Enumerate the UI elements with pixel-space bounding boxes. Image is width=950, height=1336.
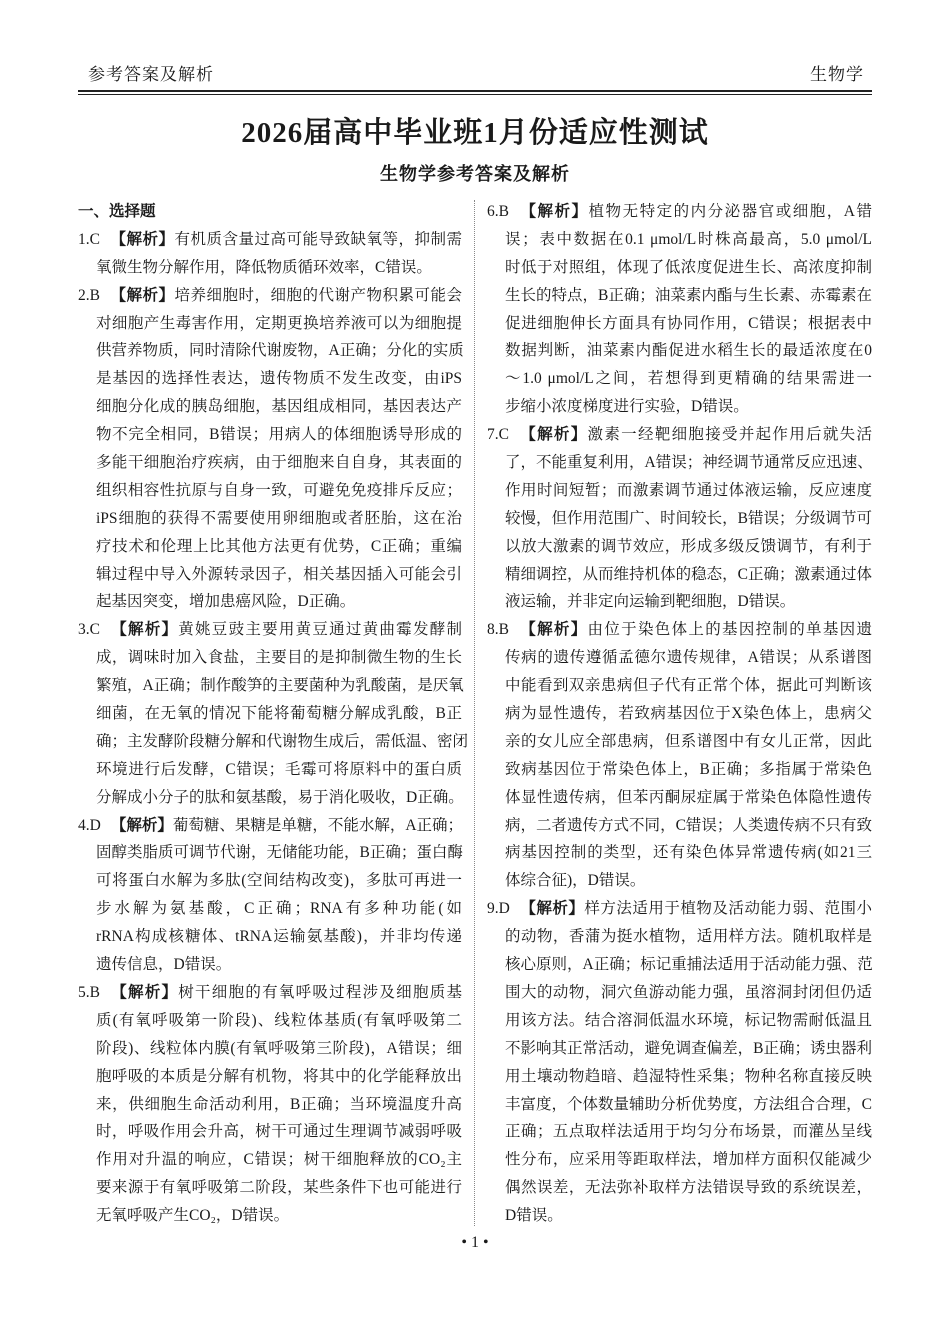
answer-line: 成，调味时加入食盐，主要目的是抑制微生物的生长	[96, 649, 462, 667]
answer-line: D错误。	[505, 1207, 563, 1225]
answer-line: 用该方法。结合溶洞低温水环境，标记物需耐低温且	[505, 1011, 872, 1029]
answer-line: 疗技术和伦理上比其他方法更有优势，C正确；重编	[96, 537, 462, 555]
answer-line: 性分布，应采用等距取样法，增加样方面积仅能减少	[505, 1151, 872, 1169]
answer-line: 可将蛋白水解为多肽(空间结构改变)，多肽可再进一	[96, 872, 462, 890]
analysis-tag: 【解析】	[110, 816, 173, 834]
answer-line: 是基因的选择性表达，遗传物质不发生改变，由iPS	[96, 370, 462, 388]
analysis-tag: 【解析】	[109, 286, 175, 304]
answer-line: 对细胞产生毒害作用，定期更换培养液可以为细胞提	[96, 314, 462, 332]
answer-line	[487, 616, 872, 644]
answer-line: 氧微生物分解作用，降低物质循环效率，C错误。	[96, 258, 432, 276]
header-rule-thin	[78, 94, 872, 95]
answer-line: 致病基因位于常染色体上，B正确；多指属于常染色	[505, 760, 872, 778]
answer-line: 确；主发酵阶段糖分解和代谢物生成后，需低温、密闭	[96, 732, 469, 750]
analysis-tag: 【解析】	[519, 900, 585, 918]
page-subtitle: 生物学参考答案及解析	[380, 164, 570, 184]
answer-line: 病基因控制的类型，还有染色体异常遗传病(如21三	[505, 844, 872, 862]
answer-number: 5.B	[78, 983, 100, 1001]
answer-line: 作用时间短暂；而激素调节通过体液运输，反应速度	[505, 481, 872, 499]
answer-line: 的动物，香蒲为挺水植物，适用样方法。随机取样是	[505, 928, 872, 946]
answer-line: 亲的女儿应全部患病，但系谱图中有女儿正常，因此	[505, 732, 872, 750]
answer-line: 细菌，在无氧的情况下能将葡萄糖分解成乳酸，B正	[96, 705, 462, 723]
answer-line	[487, 198, 872, 226]
answer-line: 起基因突变，增加患癌风险，D正确。	[96, 593, 356, 611]
answer-number: 3.C	[78, 621, 100, 639]
answer-line: 不影响其正常活动，避免调查偏差，B正确；诱虫器利	[505, 1039, 872, 1057]
answer-line: 要来源于有氧呼吸第二阶段，某些条件下也可能进行	[96, 1179, 462, 1197]
analysis-tag: 【解析】	[109, 983, 179, 1001]
answer-line: 传病的遗传遵循孟德尔遗传规律，A错误；从系谱图	[505, 649, 872, 667]
answer-item	[487, 198, 872, 421]
answer-line: 时，呼吸作用会升高，树干可通过生理调节减弱呼吸	[96, 1123, 462, 1141]
answer-line: 辑过程中导入外源转录因子，相关基因插入可能会引	[96, 565, 462, 583]
answer-number: 7.C	[487, 426, 509, 444]
analysis-tag: 【解析】	[518, 621, 588, 639]
answer-item	[78, 812, 462, 979]
answer-line: 丰富度，个体数量辅助分析优势度，方法组合合理，C	[505, 1095, 872, 1113]
answer-number: 9.D	[487, 900, 510, 918]
answer-line: 质(有氧呼吸第一阶段)、线粒体基质(有氧呼吸第二	[96, 1011, 462, 1029]
answer-line: 中能看到双亲患病但子代有正常个体，据此可判断该	[505, 677, 872, 695]
answer-line: rRNA构成核糖体、tRNA运输氨基酸)，并非均传递	[96, 928, 462, 946]
answer-number: 2.B	[78, 286, 100, 304]
answer-line: 多能干细胞治疗疾病，由于细胞来自自身，其表面的	[96, 454, 462, 472]
answer-number: 1.C	[78, 230, 100, 248]
analysis-tag: 【解析】	[518, 203, 589, 220]
answer-line	[78, 226, 462, 254]
right-column	[487, 198, 872, 1230]
answer-line	[487, 421, 872, 449]
answer-item	[487, 895, 872, 1230]
answer-line: 阶段)、线粒体内膜(有氧呼吸第三阶段)，A错误；细	[96, 1039, 462, 1057]
answer-line: 误；表中数据在0.1 μmol/L时株高最高，5.0 μmol/L	[505, 230, 872, 248]
answer-text: 树干细胞的有氧呼吸过程涉及细胞质基	[178, 983, 462, 1001]
answer-line: 液运输，并非定向运输到靶细胞，D错误。	[505, 593, 796, 611]
answer-line	[487, 895, 872, 923]
answer-line: 胞呼吸的本质是分解有机物，将其中的化学能释放出	[96, 1067, 462, 1085]
answer-line: iPS细胞的获得不需要使用卵细胞或者胚胎，这在治	[96, 509, 462, 527]
answer-line: 病，二者遗传方式不同，C错误；人类遗传病不只有致	[505, 816, 872, 834]
answer-line: 分解成小分子的肽和氨基酸，易于消化吸收，D正确。	[96, 788, 464, 806]
answer-text: 培养细胞时，细胞的代谢产物积累可能会	[174, 286, 462, 304]
answer-line: 步水解为氨基酸，C正确；RNA有多种功能(如	[96, 900, 462, 918]
answer-line	[78, 282, 462, 310]
answer-line: 来，供细胞生命活动利用，B正确；当环境温度升高	[96, 1095, 462, 1113]
header-subject: 生物学	[810, 65, 864, 84]
answer-item	[487, 421, 872, 616]
answer-line: ～1.0 μmol/L之间，若想得到更精确的结果需进一	[505, 370, 872, 388]
answer-line	[78, 979, 462, 1007]
answer-number: 6.B	[487, 203, 509, 220]
answer-item	[78, 616, 469, 811]
answer-line: 数据判断，油菜素内酯促进水稻生长的最适浓度在0	[505, 342, 872, 360]
answer-text: 由位于染色体上的基因控制的单基因遗	[587, 621, 872, 639]
answer-line: 环境进行后发酵，C错误；毛霉可将原料中的蛋白质	[96, 760, 462, 778]
answer-line: 繁殖，A正确；制作酸笋的主要菌种为乳酸菌，是厌氧	[96, 677, 464, 695]
section-heading: 一、选择题	[78, 203, 156, 220]
page-number: • 1 •	[461, 1234, 489, 1251]
answer-line: 病为显性遗传，若致病基因位于X染色体上，患病父	[505, 705, 872, 723]
header-rule	[78, 90, 872, 92]
answer-line: 以放大激素的调节效应，形成多级反馈调节，有利于	[505, 537, 872, 555]
answer-line: 步缩小浓度梯度进行实验，D错误。	[505, 398, 749, 416]
answer-line: 用土壤动物趋暗、趋湿特性采集；物种名称直接反映	[505, 1067, 872, 1085]
answer-text: 植物无特定的内分泌器官或细胞，A错	[588, 203, 872, 220]
answer-text: 黄姚豆豉主要用黄豆通过黄曲霉发酵制	[178, 621, 462, 639]
answer-line: 物不完全相同，B错误；用病人的体细胞诱导形成的	[96, 426, 462, 444]
analysis-tag: 【解析】	[109, 621, 179, 639]
answer-item	[78, 979, 462, 1230]
answer-line: 精细调控，从而维持机体的稳态，C正确；激素通过体	[505, 565, 872, 583]
answer-line: 偶然误差，无法弥补取样方法错误导致的系统误差，	[505, 1179, 872, 1197]
analysis-tag: 【解析】	[109, 230, 175, 248]
answer-line	[78, 812, 462, 840]
answer-number: 4.D	[78, 816, 101, 834]
answer-line: 时低于对照组，体现了低浓度促进生长、高浓度抑制	[505, 258, 872, 276]
answer-line: 固醇类脂质可调节代谢，无储能功能，B正确；蛋白酶	[96, 844, 463, 862]
answer-line: 围大的动物，洞穴鱼游动能力强，虽溶洞封闭但仍适	[505, 983, 872, 1001]
left-column	[78, 198, 469, 1230]
answer-line: 遗传信息，D错误。	[96, 956, 232, 974]
answer-text: 样方法适用于植物及活动能力弱、范围小	[584, 900, 872, 918]
page-title: 2026届高中毕业班1月份适应性测试	[241, 117, 709, 149]
answer-line: 促进细胞伸长方面具有协同作用，C错误；根据表中	[505, 314, 872, 332]
answer-text: 葡萄糖、果糖是单糖，不能水解，A正确；	[172, 816, 464, 834]
answer-number: 8.B	[487, 621, 509, 639]
answer-line	[78, 616, 462, 644]
answer-line: 生长的特点，B正确；油菜素内酯与生长素、赤霉素在	[505, 286, 872, 304]
answer-line: 较慢，但作用范围广、时间较长，B错误；分级调节可	[505, 509, 872, 527]
answer-line: 供营养物质，同时清除代谢废物，A正确；分化的实质	[96, 342, 464, 360]
answer-line: 细胞分化成的胰岛细胞，基因组成相同，基因表达产	[96, 398, 462, 416]
answer-line: 无氧呼吸产生CO₂，D错误。	[96, 1207, 290, 1225]
answer-line: 组织相容性抗原与自身一致，可避免免疫排斥反应；	[96, 481, 462, 499]
answer-line: 核心原则，A正确；标记重捕法适用于活动能力强、范	[505, 956, 873, 974]
answer-item	[78, 226, 462, 282]
answer-item	[78, 282, 462, 617]
answer-line: 作用对升温的响应，C错误；树干细胞释放的CO₂主	[96, 1151, 462, 1169]
header-doc-type: 参考答案及解析	[88, 65, 214, 84]
answer-text: 有机质含量过高可能导致缺氧等，抑制需	[174, 230, 462, 248]
column-divider	[474, 200, 475, 1226]
answer-line: 正确；五点取样法适用于均匀分布场景，而灌丛呈线	[505, 1123, 872, 1141]
answer-line: 了，不能重复利用，A错误；神经调节通常反应迅速、	[505, 454, 873, 472]
answer-line: 体综合征)，D错误。	[505, 872, 646, 890]
answer-item	[487, 616, 872, 895]
answer-text: 激素一经靶细胞接受并起作用后就失活	[587, 426, 872, 444]
answer-line: 体显性遗传病，但苯丙酮尿症属于常染色体隐性遗传	[505, 788, 872, 806]
analysis-tag: 【解析】	[518, 426, 588, 444]
